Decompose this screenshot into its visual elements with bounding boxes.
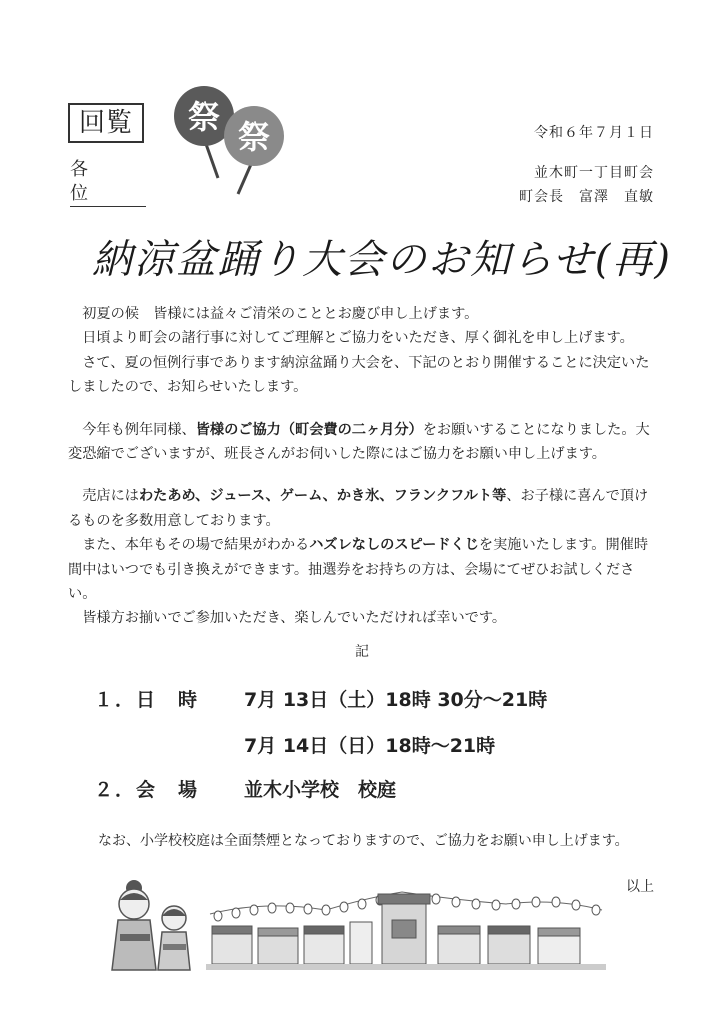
no-smoking-note: なお、小学校校庭は全面禁煙となっておりますので、ご協力をお願い申し上げます。 [98,833,629,849]
emphasis-text: ハズレなしのスピードくじ [309,537,479,554]
uchiwa-fans-icon [172,82,302,200]
text-span: 売店には [82,488,139,505]
contribution-paragraph [68,418,660,467]
announcement-line: さて、夏の恒例行事であります納涼盆踊り大会を、下記のとおり開催することに決定いたしましたので、お知らせいたします。 [68,354,650,396]
closing-wish: 皆様方お揃いでご参加いただき、楽しんでいただければ幸いです。 [82,610,507,627]
text-span: を実施いたします。開催時間中はいつでも引き換えができます。抽選券をお持ちの方は、会場にてぜひお試しください。 [68,537,649,603]
greeting-line: 初夏の候 皆様には益々ご清栄のこととお慶び申し上げます。 [82,306,479,322]
chairman-name: 町会長 富澤 直敏 [519,189,654,205]
ki-heading: 記 [355,644,369,660]
schedule-venue-label: ２．会 場 [94,779,200,801]
schedule-datetime-label: １．日 時 [94,689,200,711]
closing-mark: 以上 [626,879,654,895]
schedule-datetime-day2: 7月 14日（日）18時～21時 [244,735,496,757]
children-yukata-illustration [100,874,205,974]
fan-char-1: 祭 [187,98,221,136]
text-span: 今年も例年同様、 [82,421,196,438]
thanks-line: 日頃より町会の諸行事に対してご理解とご協力をいただき、厚く御礼を申し上げます。 [82,330,634,347]
emphasis-text: わたあめ、ジュース、ゲーム、かき氷、フランクフルト等 [138,488,507,505]
schedule-datetime-day1: 7月 13日（土）18時 30分～21時 [244,689,548,711]
lottery-paragraph [68,533,660,606]
organization-name: 並木町一丁目町会 [534,165,654,181]
festival-stalls-illustration [206,886,606,970]
kairan-label: 回覧 [68,103,144,143]
text-span: また、本年もその場で結果がわかる [82,537,310,554]
addressee: 各 位 [70,158,146,207]
document-title: 納涼盆踊り大会のお知らせ(再) [92,237,673,283]
emphasis-text: 皆様のご協力（町会費の二ヶ月分） [195,421,423,438]
text-span: 、お子様に喜んで頂けるものを多数用意しております。 [68,488,649,529]
text-span: をお願いすることになりました。大変恐縮でございますが、班長さんがお伺いした際にはご協力をお願い申し上げます。 [68,421,650,463]
issue-date: 令和６年７月１日 [534,125,654,141]
body-text [68,302,660,631]
fan-char-2: 祭 [237,118,271,156]
schedule-venue-value: 並木小学校 校庭 [244,779,397,801]
stalls-paragraph [68,484,660,533]
